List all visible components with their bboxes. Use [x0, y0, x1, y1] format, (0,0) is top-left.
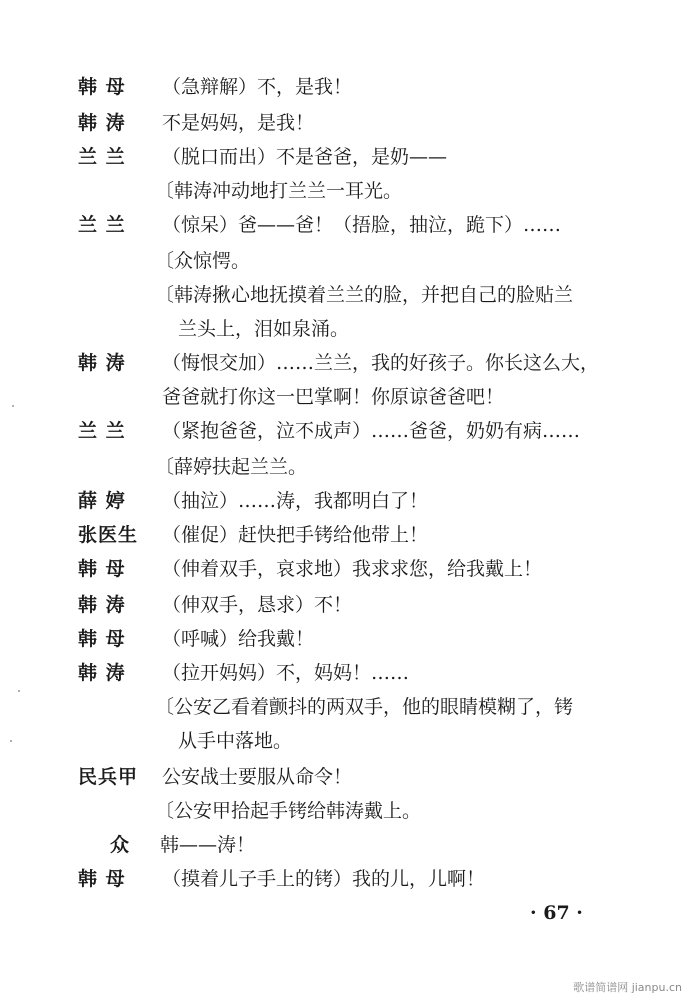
stage-direction-text: 〔公安甲拾起手铐给韩涛戴上。: [155, 800, 422, 822]
dialogue-text: （紧抱爸爸，泣不成声）……爸爸，奶奶有病……: [162, 420, 581, 442]
stage-direction-text: 〔韩涛揪心地抚摸着兰兰的脸，并把自己的脸贴兰: [155, 284, 574, 306]
dialogue-line: [0, 484, 690, 518]
dialogue-text: （催促）赶快把手铐给他带上！: [162, 524, 429, 546]
dialogue-text: （悔恨交加）……兰兰，我的好孩子。你长这么大，: [162, 352, 600, 374]
dialogue-text: （摸着儿子手上的铐）我的儿，儿啊！: [162, 868, 486, 890]
speaker-name: 韩 母: [78, 558, 126, 580]
speaker-name: 薛 婷: [78, 490, 126, 512]
dialogue-line: [0, 346, 690, 380]
stage-direction-continuation: [0, 312, 690, 346]
stage-direction-continuation: [0, 724, 690, 758]
dialogue-line: [0, 70, 690, 104]
speaker-name: 韩 涛: [78, 352, 126, 374]
speaker-name: 兰 兰: [78, 214, 126, 236]
dialogue-line: [0, 414, 690, 448]
watermark: 歌谱简谱网 jianpu.cn: [573, 981, 682, 994]
continuation-text: 从手中落地。: [178, 730, 293, 752]
stage-direction-text: 〔薛婷扶起兰兰。: [155, 456, 308, 478]
stage-direction: [0, 278, 690, 312]
dialogue-text: （惊呆）爸——爸！（捂脸，抽泣，跪下）……: [162, 214, 562, 236]
speaker-name: 民兵甲: [78, 766, 139, 788]
stage-direction: [0, 794, 690, 828]
dialogue-text: （伸着双手，哀求地）我求求您，给我戴上！: [162, 558, 543, 580]
dialogue-line: [0, 760, 690, 794]
speaker-name: 张医生: [78, 524, 139, 546]
stage-direction: [0, 690, 690, 724]
scan-speck: [10, 740, 12, 742]
dialogue-line: [0, 518, 690, 552]
chorus-line: [0, 828, 690, 862]
scan-speck: [18, 690, 20, 692]
continuation-text: 兰头上，泪如泉涌。: [178, 318, 350, 340]
speaker-name: 韩 母: [78, 76, 126, 98]
scan-speck: [12, 405, 14, 407]
stage-direction-text: 〔公安乙看着颤抖的两双手，他的眼睛模糊了，铐: [155, 696, 574, 718]
page-number: · 67 ·: [530, 902, 583, 924]
speaker-name: 兰 兰: [78, 146, 126, 168]
dialogue-text: （伸双手，恳求）不！: [162, 594, 353, 616]
dialogue-text: 公安战士要服从命令！: [162, 766, 353, 788]
dialogue-line: [0, 862, 690, 896]
dialogue-line: [0, 106, 690, 140]
dialogue-text: 韩——涛！: [160, 834, 256, 856]
stage-direction: [0, 244, 690, 278]
dialogue-line: [0, 140, 690, 174]
speaker-name: 韩 涛: [78, 662, 126, 684]
dialogue-continuation: [0, 380, 690, 414]
speaker-name: 韩 涛: [78, 112, 126, 134]
dialogue-line: [0, 656, 690, 690]
dialogue-line: [0, 588, 690, 622]
dialogue-line: [0, 208, 690, 242]
speaker-name: 韩 母: [78, 868, 126, 890]
dialogue-text: （拉开妈妈）不，妈妈！……: [162, 662, 410, 684]
speaker-name: 兰 兰: [78, 420, 126, 442]
continuation-text: 爸爸就打你这一巴掌啊！你原谅爸爸吧！: [162, 386, 505, 408]
stage-direction: [0, 450, 690, 484]
dialogue-text: （呼喊）给我戴！: [162, 628, 315, 650]
dialogue-text: 不是妈妈，是我！: [162, 112, 315, 134]
speaker-name: 众: [110, 834, 130, 856]
dialogue-text: （抽泣）……涛，我都明白了！: [162, 490, 429, 512]
stage-direction-text: 〔众惊愕。: [155, 250, 251, 272]
stage-direction-text: 〔韩涛冲动地打兰兰一耳光。: [155, 180, 403, 202]
stage-direction: [0, 174, 690, 208]
dialogue-line: [0, 622, 690, 656]
speaker-name: 韩 涛: [78, 594, 126, 616]
dialogue-text: （急辩解）不，是我！: [162, 76, 353, 98]
dialogue-line: [0, 552, 690, 586]
speaker-name: 韩 母: [78, 628, 126, 650]
dialogue-text: （脱口而出）不是爸爸，是奶——: [162, 146, 448, 168]
